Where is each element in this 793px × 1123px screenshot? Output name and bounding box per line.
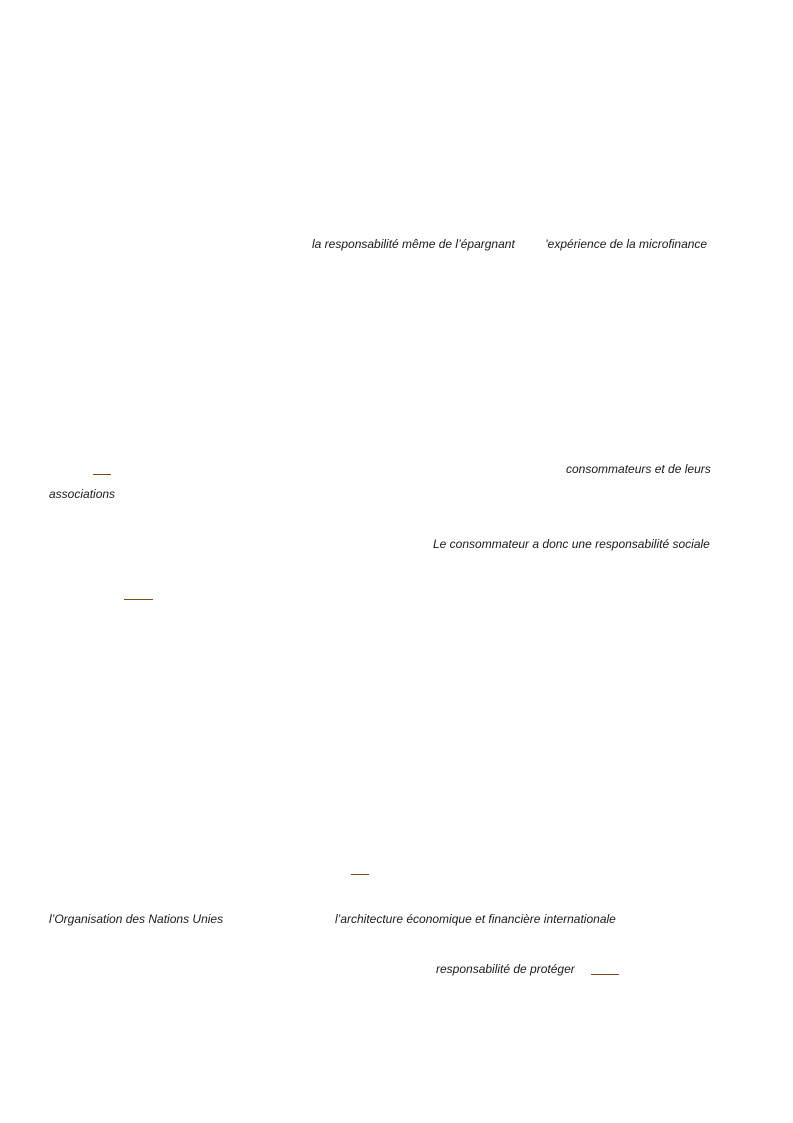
italic-phrase-consommateurs: consommateurs et de leurs [566,462,711,476]
footnote-link-1[interactable] [93,474,111,475]
italic-phrase-onu: l’Organisation des Nations Unies [49,912,224,926]
italic-phrase-microfinance: ’expérience de la microfinance [545,237,708,251]
italic-phrase-associations: associations [49,487,116,501]
italic-phrase-architecture: l’architecture économique et financière internationale [335,912,616,926]
italic-phrase-proteger: responsabilité de protéger [436,962,575,976]
footnote-link-3[interactable] [351,874,369,875]
italic-phrase-responsabilite-sociale: Le consommateur a donc une responsabilité sociale [433,537,710,551]
italic-phrase-epargnant: la responsabilité même de l’épargnant [312,237,515,251]
footnote-link-2[interactable] [124,599,153,600]
footnote-link-4[interactable] [591,974,619,975]
